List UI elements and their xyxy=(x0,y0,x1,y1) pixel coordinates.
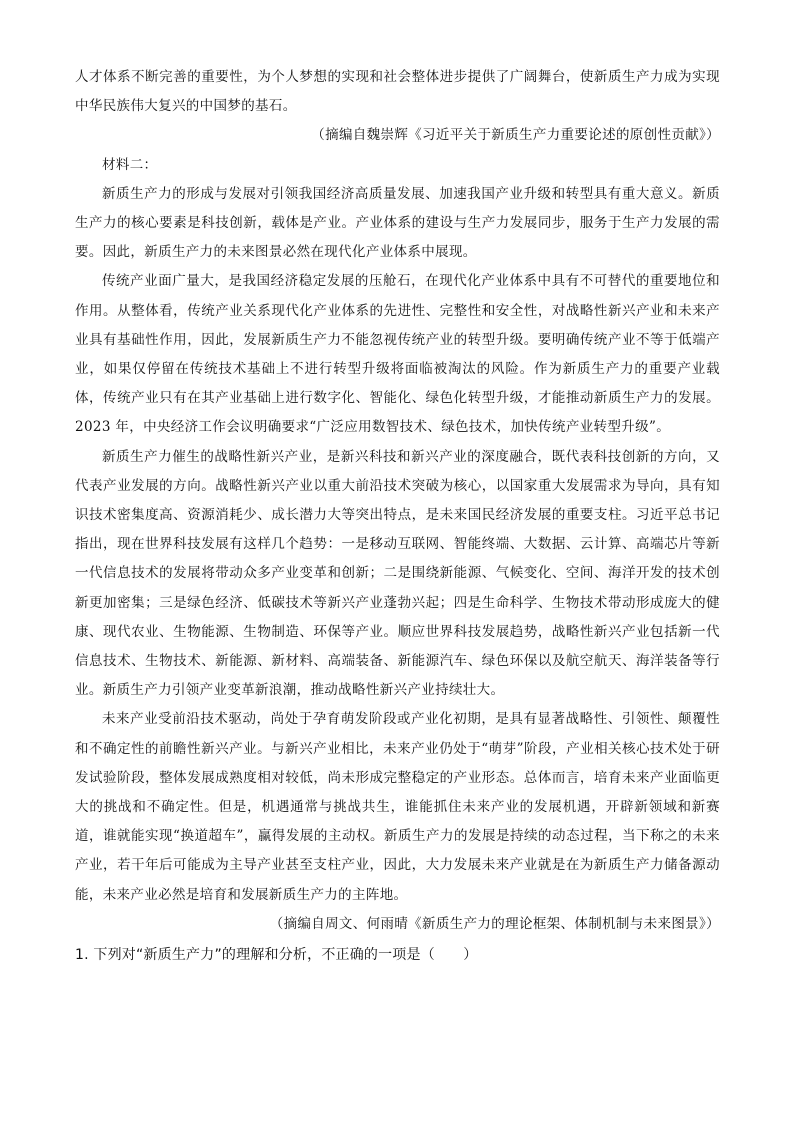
document-body xyxy=(75,63,720,969)
paragraph-1: 新质生产力的形成与发展对引领我国经济高质量发展、加速我国产业升级和转型具有重大意义。新质生产力的核心要素是科技创新，载体是产业。产业体系的建设与生产力发展同步，服务于生产力发展的需要。因此，新质生产力的未来图景必然在现代化产业体系中展现。 xyxy=(75,185,720,261)
paragraph-3: 新质生产力催生的战略性新兴产业，是新兴科技和新兴产业的深度融合，既代表科技创新的方向，又代表产业发展的方向。战略性新兴产业以重大前沿技术突破为核心，以国家重大发展需求为导向，具有知识技术密集度高、资源消耗少、成长潜力大等突出特点，是未来国民经济发展的重要支柱。习近平总书记指出，现在世界科技发展有这样几个趋势：一是移动互联网、智能终端、大数据、云计算、高端芯片等新一代信息技术的发展将带动众多产业变革和创新；二是围绕新能源、气候变化、空间、海洋开发的技术创新更加密集；三是绿色经济、低碳技术等新兴产业蓬勃兴起；四是生命科学、生物技术带动形成庞大的健康、现代农业、生物能源、生物制造、环保等产业。顺应世界科技发展趋势，战略性新兴产业包括新一代信息技术、生物技术、新能源、新材料、高端装备、新能源汽车、绿色环保以及航空航天、海洋装备等行业。新质生产力引领产业变革新浪潮，推动战略性新兴产业持续壮大。 xyxy=(75,448,720,699)
material-2-heading: 材料二： xyxy=(102,156,158,173)
intro-paragraph: 人才体系不断完善的重要性，为个人梦想的实现和社会整体进步提供了广阔舞台，使新质生产力成为实现中华民族伟大复兴的中国梦的基石。 xyxy=(75,69,720,115)
source-citation-2: （摘编自周文、何雨晴《新质生产力的理论框架、体制机制与未来图景》） xyxy=(269,915,720,932)
paragraph-4: 未来产业受前沿技术驱动，尚处于孕育萌发阶段或产业化初期，是具有显著战略性、引领性、颠覆性和不确定性的前瞻性新兴产业。与新兴产业相比，未来产业仍处于“萌芽”阶段，产业相关核心技术处于研发试验阶段，整体发展成熟度相对较低，尚未形成完整稳定的产业形态。总体而言，培育未来产业面临更大的挑战和不确定性。但是，机遇通常与挑战共生，谁能抓住未来产业的发展机遇，开辟新领域和新赛道，谁就能实现“换道超车”，赢得发展的主动权。新质生产力的发展是持续的动态过程，当下称之的未来产业，若干年后可能成为主导产业甚至支柱产业，因此，大力发展未来产业就是在为新质生产力储备源动能，未来产业必然是培育和发展新质生产力的主阵地。 xyxy=(75,711,720,903)
question-1: 1. 下列对“新质生产力”的理解和分析，不正确的一项是（ ） xyxy=(75,947,478,964)
source-citation-1: （摘编自魏崇辉《习近平关于新质生产力重要论述的原创性贡献》） xyxy=(311,127,720,144)
paragraph-2: 传统产业面广量大，是我国经济稳定发展的压舱石，在现代化产业体系中具有不可替代的重要地位和作用。从整体看，传统产业关系现代化产业体系的先进性、完整性和安全性，对战略性新兴产业和未来产业具有基础性作用，因此，发展新质生产力不能忽视传统产业的转型升级。要明确传统产业不等于低端产业，如果仅停留在传统技术基础上不进行转型升级将面临被淘汰的风险。作为新质生产力的重要产业载体，传统产业只有在其产业基础上进行数字化、智能化、绿色化转型升级，才能推动新质生产力的发展。2023 年，中央经济工作会议明确要求“广泛应用数智技术、绿色技术，加快传统产业转型升级”。 xyxy=(75,273,720,436)
